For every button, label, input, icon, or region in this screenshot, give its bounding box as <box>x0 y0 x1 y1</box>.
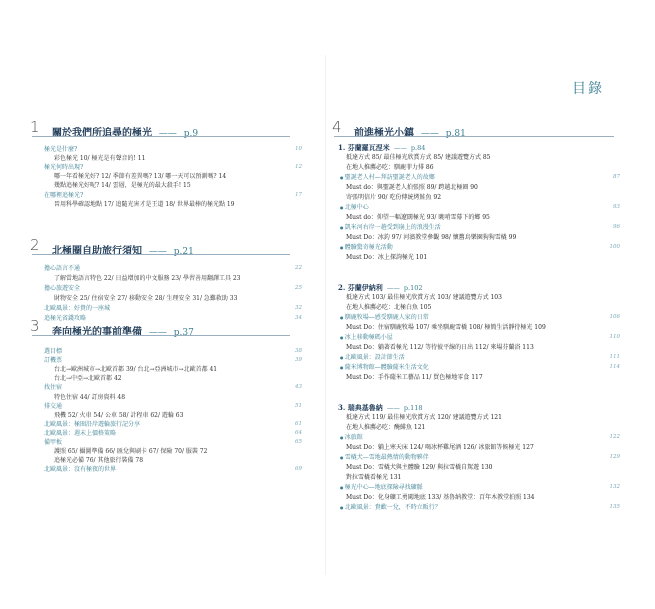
bullet-icon: ● <box>340 485 345 490</box>
toc-subentry[interactable] <box>30 366 312 373</box>
toc-entry-text: 排交通 <box>44 402 63 410</box>
toc-entry-text: 擔心語言不通 <box>44 265 81 272</box>
toc-entry-text: 抵達方式 103/ 最佳極光欣賞方式 103/ 建議遊覽方式 103 <box>346 294 502 301</box>
toc-bullet-entry[interactable] <box>332 434 620 441</box>
toc-page-number: 69 <box>295 466 302 473</box>
toc-page-number: 61 <box>295 420 302 427</box>
toc-entry-text: 寄張明信片 90/ 吃份傳統烤鮭魚 92 <box>346 194 442 201</box>
toc-entry-text: 北極中心 <box>344 204 369 211</box>
toc-section[interactable] <box>30 466 302 473</box>
toc-page-number: 38 <box>295 348 302 354</box>
toc-entry-text: 極光何時出現? <box>44 164 84 172</box>
toc-subentry[interactable] <box>30 275 312 282</box>
toc-page-number: 43 <box>295 384 302 391</box>
toc-page-number: 51 <box>295 402 302 409</box>
chapter-rule <box>334 136 614 137</box>
region-page: p.102 <box>403 284 423 292</box>
chapter-page: p.37 <box>173 328 194 338</box>
bullet-icon: ● <box>340 175 345 180</box>
toc-entry-text: 北歐風景：貴歡一兌，不時立販行？ <box>344 504 441 511</box>
bullet-icon: ● <box>340 225 345 230</box>
toc-entry-text: 北歐風景：沒有極夜的世界 <box>44 466 117 474</box>
toc-entry-text: 極光是什麼? <box>44 146 78 153</box>
region-page: p.118 <box>403 404 423 412</box>
toc-page-number: 10 <box>295 146 302 152</box>
toc-entry-text: 台北→歐洲城市→北歐首都 39/ 台北→亞洲城市→北歐首都 41 <box>54 366 218 374</box>
chapter-title-text: 關於我們所追尋的極光 <box>52 128 152 139</box>
toc-section[interactable] <box>30 384 302 391</box>
toc-page-number: 22 <box>295 265 302 271</box>
region-heading[interactable] <box>338 143 425 153</box>
toc-subentry[interactable] <box>30 457 312 464</box>
toc-page-number: 32 <box>295 305 302 311</box>
toc-page-number: 39 <box>295 357 302 364</box>
chapter-page: p.9 <box>183 129 199 139</box>
toc-entry-text: Must Do：手作薩米工藝品 11/ 買色極地零食 117 <box>346 374 483 381</box>
region-page: p.84 <box>410 144 426 152</box>
toc-page-number: 12 <box>295 164 302 171</box>
toc-entry-text: 在地人推薦必吃：馴鹿菲力排 86 <box>346 164 434 171</box>
toc-bullet-entry[interactable] <box>332 454 620 461</box>
toc-entry-text: 北歐風景：好貴的一座城 <box>44 305 111 312</box>
toc-subentry[interactable] <box>332 194 626 201</box>
toc-entry-text: Must Do：躺著看極光 112/ 等待彼平線的日出 112/ 來場芬蘭浴 113 <box>346 344 534 351</box>
toc-bullet-entry[interactable] <box>332 244 620 251</box>
toc-entry-text: 追極光省錢攻略 <box>44 315 87 322</box>
toc-bullet-entry[interactable] <box>332 174 620 181</box>
toc-entry-text: 聖誕老人村—拜訪聖誕老人的故鄉 <box>344 174 435 181</box>
toc-bullet-entry[interactable] <box>332 484 620 491</box>
toc-entry-text: 馴鹿牧場—感受馴鹿人家的日常 <box>344 314 429 321</box>
toc-page-number: 114 <box>609 364 620 370</box>
region-dash: —— <box>391 144 409 152</box>
toc-entry-text: 在地人推薦必吃：醃鯡魚 121 <box>346 424 426 431</box>
toc-subentry[interactable] <box>332 234 626 241</box>
toc-bullet-entry[interactable] <box>332 204 620 211</box>
toc-entry-text: 幾點追極光好呢? 14/ 雲層，是極光的最大殺手! 15 <box>54 182 191 190</box>
toc-page-number: 110 <box>609 334 620 340</box>
toc-subentry[interactable] <box>30 375 312 382</box>
toc-entry-text: 北歐風景：極圈沿岸遊輪旅行記分享 <box>44 420 141 428</box>
toc-section[interactable] <box>30 192 302 199</box>
toc-bullet-entry[interactable] <box>332 354 620 361</box>
toc-entry-text: 特色住宿 44/ 訂房資料 48 <box>54 393 126 401</box>
region-dash: —— <box>384 404 402 412</box>
toc-entry-text: 對拉雪橇看極光 131 <box>346 474 402 481</box>
toc-entry-text: 備甲板 <box>44 439 63 446</box>
toc-entry-text: 護照 65/ 攝圖準備 66/ 匯兌與刷卡 67/ 保險 70/ 服裝 72 <box>54 448 208 456</box>
toc-entry-text: 極光中心—地底探險尋找礦脈 <box>344 484 423 491</box>
region-title: 3. 瑞典基魯納 <box>338 403 383 412</box>
toc-entry-text: 哪一年看極光好? 12/ 季節有差異嗎? 13/ 哪一天可以預測嗎? 14 <box>54 173 227 181</box>
toc-subentry[interactable] <box>332 374 626 381</box>
chapter-heading <box>332 118 620 140</box>
toc-section[interactable] <box>30 348 302 355</box>
toc-entry-text: Must Do：雪橇犬與主體驗 129/ 與拉雪橇自駕遊 130 <box>346 464 493 471</box>
bullet-icon: ● <box>340 505 345 510</box>
chapter-title-text: 北極圈自助旅行須知 <box>52 246 142 257</box>
toc-entry-text: 在地人推薦必吃：北極白魚 105 <box>346 304 432 311</box>
toc-subentry[interactable] <box>30 394 312 401</box>
page-gutter <box>325 55 326 575</box>
toc-entry-text: 訂機票 <box>44 357 63 365</box>
toc-entry-text: 追極光必備 76/ 其他旅行裝備 78 <box>54 457 144 465</box>
toc-subentry[interactable] <box>332 184 626 191</box>
toc-entry-text: 財物安全 25/ 住宿安全 27/ 移動安全 28/ 生理安全 31/ 急難救助 33 <box>54 295 238 302</box>
toc-entry-text: 了解當地語言特色 22/ 日益增加的中文服務 23/ 學習善用翻譯工具 23 <box>54 275 241 282</box>
bullet-icon: ● <box>340 455 345 460</box>
bullet-icon: ● <box>340 205 345 210</box>
bullet-icon: ● <box>340 335 345 340</box>
toc-section[interactable] <box>30 146 302 153</box>
toc-entry-text: 抵達方式 119/ 最佳極光欣賞方式 120/ 建議遊覽方式 121 <box>346 414 502 421</box>
toc-entry-text: 晉用科學確認地點 17/ 追隨光害才是王道 18/ 世界最棒的極光點 19 <box>54 200 235 208</box>
toc-entry-text: 體驗驚奇極光活動 <box>344 244 393 251</box>
toc-entry-text: 找住宿 <box>44 384 63 392</box>
page-title: 目錄 <box>572 81 604 97</box>
region-title: 1. 芬蘭羅瓦涅米 <box>338 143 390 152</box>
region-dash: —— <box>384 284 402 292</box>
chapter-rule <box>32 136 290 137</box>
chapter-dash: —— <box>418 129 442 139</box>
toc-subentry[interactable] <box>30 295 312 302</box>
toc-section[interactable] <box>30 403 302 410</box>
region-title: 2. 芬蘭伊納利 <box>338 283 383 292</box>
toc-entry-text: Must Do：住宿馴鹿牧場 107/ 乘坐馴鹿雪橇 108/ 極簡生活靜待極光 109 <box>346 324 546 331</box>
toc-entry-text: 北歐風景：設計節生活 <box>344 354 405 361</box>
toc-page-number: 106 <box>609 314 620 320</box>
toc-subentry[interactable] <box>30 173 312 180</box>
toc-section[interactable] <box>30 439 302 446</box>
toc-entry-text: Must Do：化身礦工勇闖地底 133/ 基魯納教堂：百年木教堂拍照 134 <box>346 494 535 501</box>
toc-entry-text: 雪橇犬—雪地最熱情的動物夥伴 <box>344 454 429 461</box>
chapter-number: 3 <box>30 317 40 335</box>
toc-subentry[interactable] <box>332 424 626 431</box>
bullet-icon: ● <box>340 315 345 320</box>
toc-entry-text: 彩色極光 10/ 極光是有聲音的! 11 <box>54 155 146 163</box>
toc-entry-text: 飛機 52/ 火車 54/ 公車 58/ 計程車 62/ 遊輪 63 <box>54 411 184 419</box>
chapter-title-text: 前進極光小鎮 <box>354 128 414 139</box>
toc-section[interactable] <box>30 421 302 428</box>
toc-page-number: 34 <box>295 315 302 321</box>
toc-subentry[interactable] <box>30 155 312 162</box>
toc-page-number: 25 <box>295 285 302 291</box>
toc-subentry[interactable] <box>332 254 626 261</box>
toc-entry-text: 抵達方式 85/ 最佳極光欣賞方式 85/ 建議遊覽方式 85 <box>346 154 491 161</box>
toc-entry-text: 凱米河右岸一趟受到崩上的浪漫生活 <box>344 224 441 231</box>
toc-section[interactable] <box>30 305 302 312</box>
bullet-icon: ● <box>340 245 345 250</box>
toc-subentry[interactable] <box>332 304 626 311</box>
toc-page-number: 129 <box>609 454 620 460</box>
toc-subentry[interactable] <box>332 294 626 301</box>
toc-subentry[interactable] <box>332 474 626 481</box>
region-heading[interactable] <box>338 283 423 293</box>
toc-entry-text: 薩米博物館—體驗薩米生活文化 <box>344 364 429 371</box>
chapter-number: 4 <box>332 118 342 136</box>
toc-entry-text: Must do：仰望一幅遼闊極光 93/ 眺哨雪幕下的鄉 95 <box>346 214 490 221</box>
chapter-dash: —— <box>146 328 170 338</box>
toc-page-number: 132 <box>609 484 620 490</box>
toc-entry-text: Must Do：冰上探詢極光 101 <box>346 254 428 261</box>
toc-entry-text: 冰旅館 <box>344 434 363 441</box>
toc-entry-text: 擔心旅遊安全 <box>44 285 81 292</box>
chapter-heading <box>30 236 292 258</box>
toc-bullet-entry[interactable] <box>332 314 620 321</box>
chapter-dash: —— <box>146 247 170 257</box>
toc-subentry[interactable] <box>30 448 312 455</box>
toc-page-number: 93 <box>613 204 620 210</box>
toc-subentry[interactable] <box>332 464 626 471</box>
chapter-page: p.81 <box>445 129 466 139</box>
chapter-rule <box>32 335 290 336</box>
chapter-rule <box>32 254 290 255</box>
toc-page-number: 96 <box>613 224 620 230</box>
toc-page-number: 122 <box>609 434 620 440</box>
toc-bullet-entry[interactable] <box>332 504 620 511</box>
toc-subentry[interactable] <box>332 154 626 161</box>
toc-bullet-entry[interactable] <box>332 334 620 341</box>
toc-subentry[interactable] <box>332 214 626 221</box>
toc-subentry[interactable] <box>332 344 626 351</box>
toc-section[interactable] <box>30 285 302 292</box>
toc-entry-text: Must do：與聖誕老人拍張照 89/ 跨越北極圈 90 <box>346 184 478 191</box>
toc-section[interactable] <box>30 357 302 364</box>
chapter-heading <box>30 317 292 339</box>
toc-subentry[interactable] <box>332 494 626 501</box>
toc-entry-text: 選目標 <box>44 348 63 355</box>
toc-page-number: 111 <box>609 354 620 360</box>
toc-subentry[interactable] <box>332 414 626 421</box>
toc-subentry[interactable] <box>332 324 626 331</box>
chapter-number: 2 <box>30 236 40 254</box>
toc-subentry[interactable] <box>332 444 626 451</box>
toc-bullet-entry[interactable] <box>332 364 620 371</box>
toc-page-number: 87 <box>613 174 620 180</box>
bullet-icon: ● <box>340 355 345 360</box>
toc-subentry[interactable] <box>30 412 312 419</box>
toc-subentry[interactable] <box>30 182 312 189</box>
toc-entry-text: Must Do：躺上寒天床 124/ 喝冰杯雞尾酒 126/ 冰旅館等候極光 127 <box>346 444 534 451</box>
toc-entry-text: 冰上移動極碼小屋 <box>344 334 393 341</box>
toc-entry-text: Must Do：冰釣 97/ 河濱教堂參觀 98/ 懷舊烏樂園狗狗雪橇 99 <box>346 234 517 241</box>
toc-section[interactable] <box>30 164 302 171</box>
region-heading[interactable] <box>338 403 423 413</box>
toc-entry-text: 北歐風景：週末上價格策略 <box>44 429 117 437</box>
chapter-number: 1 <box>30 118 40 136</box>
toc-section[interactable] <box>30 430 302 437</box>
toc-bullet-entry[interactable] <box>332 224 620 231</box>
toc-subentry[interactable] <box>30 201 312 208</box>
toc-section[interactable] <box>30 265 302 272</box>
toc-page-number: 65 <box>295 439 302 445</box>
toc-entry-text: 台北→中亞→北歐首都 42 <box>54 375 122 383</box>
bullet-icon: ● <box>340 435 345 440</box>
chapter-title-text: 奔向極光的事前準備 <box>52 327 142 338</box>
toc-entry-text: 在哪裡追極光? <box>44 191 84 199</box>
toc-page-number: 135 <box>609 504 620 510</box>
bullet-icon: ● <box>340 365 345 370</box>
toc-page-number: 100 <box>609 244 620 250</box>
chapter-heading <box>30 118 292 140</box>
toc-page-number: 64 <box>295 429 302 436</box>
chapter-dash: —— <box>156 129 180 139</box>
toc-page-number: 17 <box>295 191 302 198</box>
chapter-page: p.21 <box>173 247 194 257</box>
toc-subentry[interactable] <box>332 164 626 171</box>
